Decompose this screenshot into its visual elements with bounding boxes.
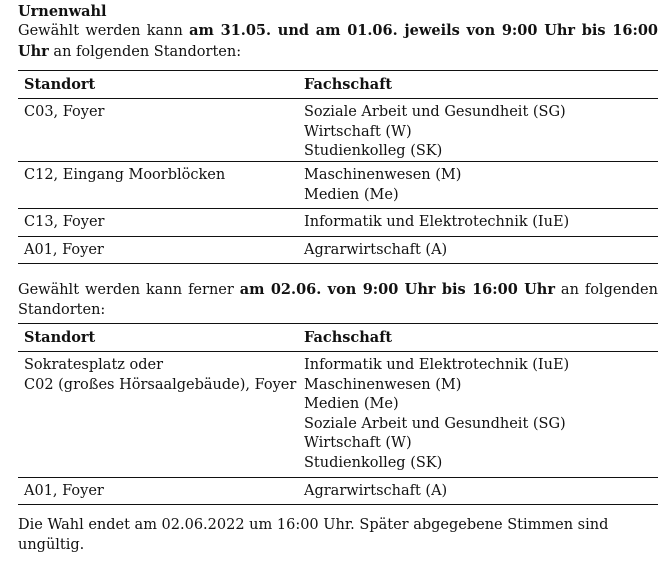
table-bottom-rule	[18, 504, 658, 505]
standort-cell	[24, 103, 104, 123]
section-heading: Urnenwahl	[18, 3, 107, 20]
locations-table-1	[18, 70, 658, 264]
standort-cell-line: C03, Foyer	[24, 104, 105, 120]
intro1-post: an folgenden Standorten:	[48, 43, 242, 60]
fachschaft-cell-line: Medien (Me)	[304, 396, 399, 412]
intro1-pre: Gewählt werden kann	[18, 23, 190, 39]
standort-cell	[24, 213, 104, 233]
intro-paragraph-2	[18, 280, 658, 320]
standort-cell-line: C02 (großes Hörsaalgebäude), Foyer	[24, 376, 297, 393]
standort-cell	[24, 356, 296, 395]
standort-cell	[24, 241, 104, 261]
fachschaft-cell	[304, 482, 447, 502]
header-standort: Standort	[24, 76, 96, 93]
standort-cell	[24, 482, 104, 502]
table-row	[18, 162, 658, 208]
intro2-bold: am 02.06. von 9:00 Uhr bis 16:00 Uhr	[239, 281, 555, 298]
fachschaft-cell-line: Maschinenwesen (M)	[304, 376, 462, 393]
table-row	[18, 99, 658, 161]
fachschaft-cell-line: Medien (Me)	[304, 186, 399, 203]
fachschaft-cell-line: Informatik und Elektrotechnik (IuE)	[304, 214, 570, 230]
intro2-pre: Gewählt werden kann ferner	[18, 282, 240, 298]
intro-paragraph-1	[18, 21, 658, 62]
intro2-post: an folgenden Standorten:	[18, 282, 658, 318]
table-row	[18, 478, 658, 504]
fachschaft-cell	[304, 166, 461, 205]
fachschaft-cell-line: Studienkolleg (SK)	[304, 454, 443, 471]
fachschaft-cell	[304, 103, 566, 162]
table-bottom-rule	[18, 263, 658, 264]
fachschaft-cell-line: Soziale Arbeit und Gesundheit (SG)	[304, 415, 566, 432]
fachschaft-cell-line: Wirtschaft (W)	[304, 435, 412, 451]
table-body	[18, 352, 658, 505]
header-standort: Standort	[24, 329, 96, 346]
fachschaft-cell	[304, 356, 569, 473]
locations-table-2	[18, 323, 658, 505]
fachschaft-cell-line: Maschinenwesen (M)	[304, 167, 462, 183]
standort-cell-line: C12, Eingang Moorblöcken	[24, 167, 226, 183]
table-body	[18, 99, 658, 264]
standort-cell	[24, 166, 225, 186]
header-fachschaft: Fachschaft	[304, 76, 393, 93]
header-fachschaft: Fachschaft	[304, 329, 393, 346]
table-row	[18, 209, 658, 236]
table-header-row	[18, 71, 658, 98]
standort-cell-line: C13, Foyer	[24, 214, 105, 230]
fachschaft-cell-line: Agrarwirtschaft (A)	[304, 242, 448, 258]
closing-note: Die Wahl endet am 02.06.2022 um 16:00 Uhr. Später abgegebene Stimmen sind ungültig.	[18, 517, 609, 553]
standort-cell-line: A01, Foyer	[24, 242, 104, 258]
table-header-row	[18, 324, 658, 351]
intro1-bold: am 31.05. und am 01.06. jeweils von 9:00 Uhr bis 16:00 Uhr	[18, 22, 658, 60]
table-row	[18, 352, 658, 477]
fachschaft-cell-line: Wirtschaft (W)	[304, 123, 412, 140]
standort-cell-line: A01, Foyer	[24, 483, 104, 499]
fachschaft-cell-line: Soziale Arbeit und Gesundheit (SG)	[304, 104, 566, 120]
table-row	[18, 237, 658, 263]
standort-cell-line: Sokratesplatz oder	[24, 357, 164, 373]
fachschaft-cell-line: Agrarwirtschaft (A)	[304, 483, 448, 499]
fachschaft-cell	[304, 241, 447, 261]
fachschaft-cell-line: Studienkolleg (SK)	[304, 143, 443, 159]
fachschaft-cell-line: Informatik und Elektrotechnik (IuE)	[304, 357, 570, 373]
fachschaft-cell	[304, 213, 569, 233]
